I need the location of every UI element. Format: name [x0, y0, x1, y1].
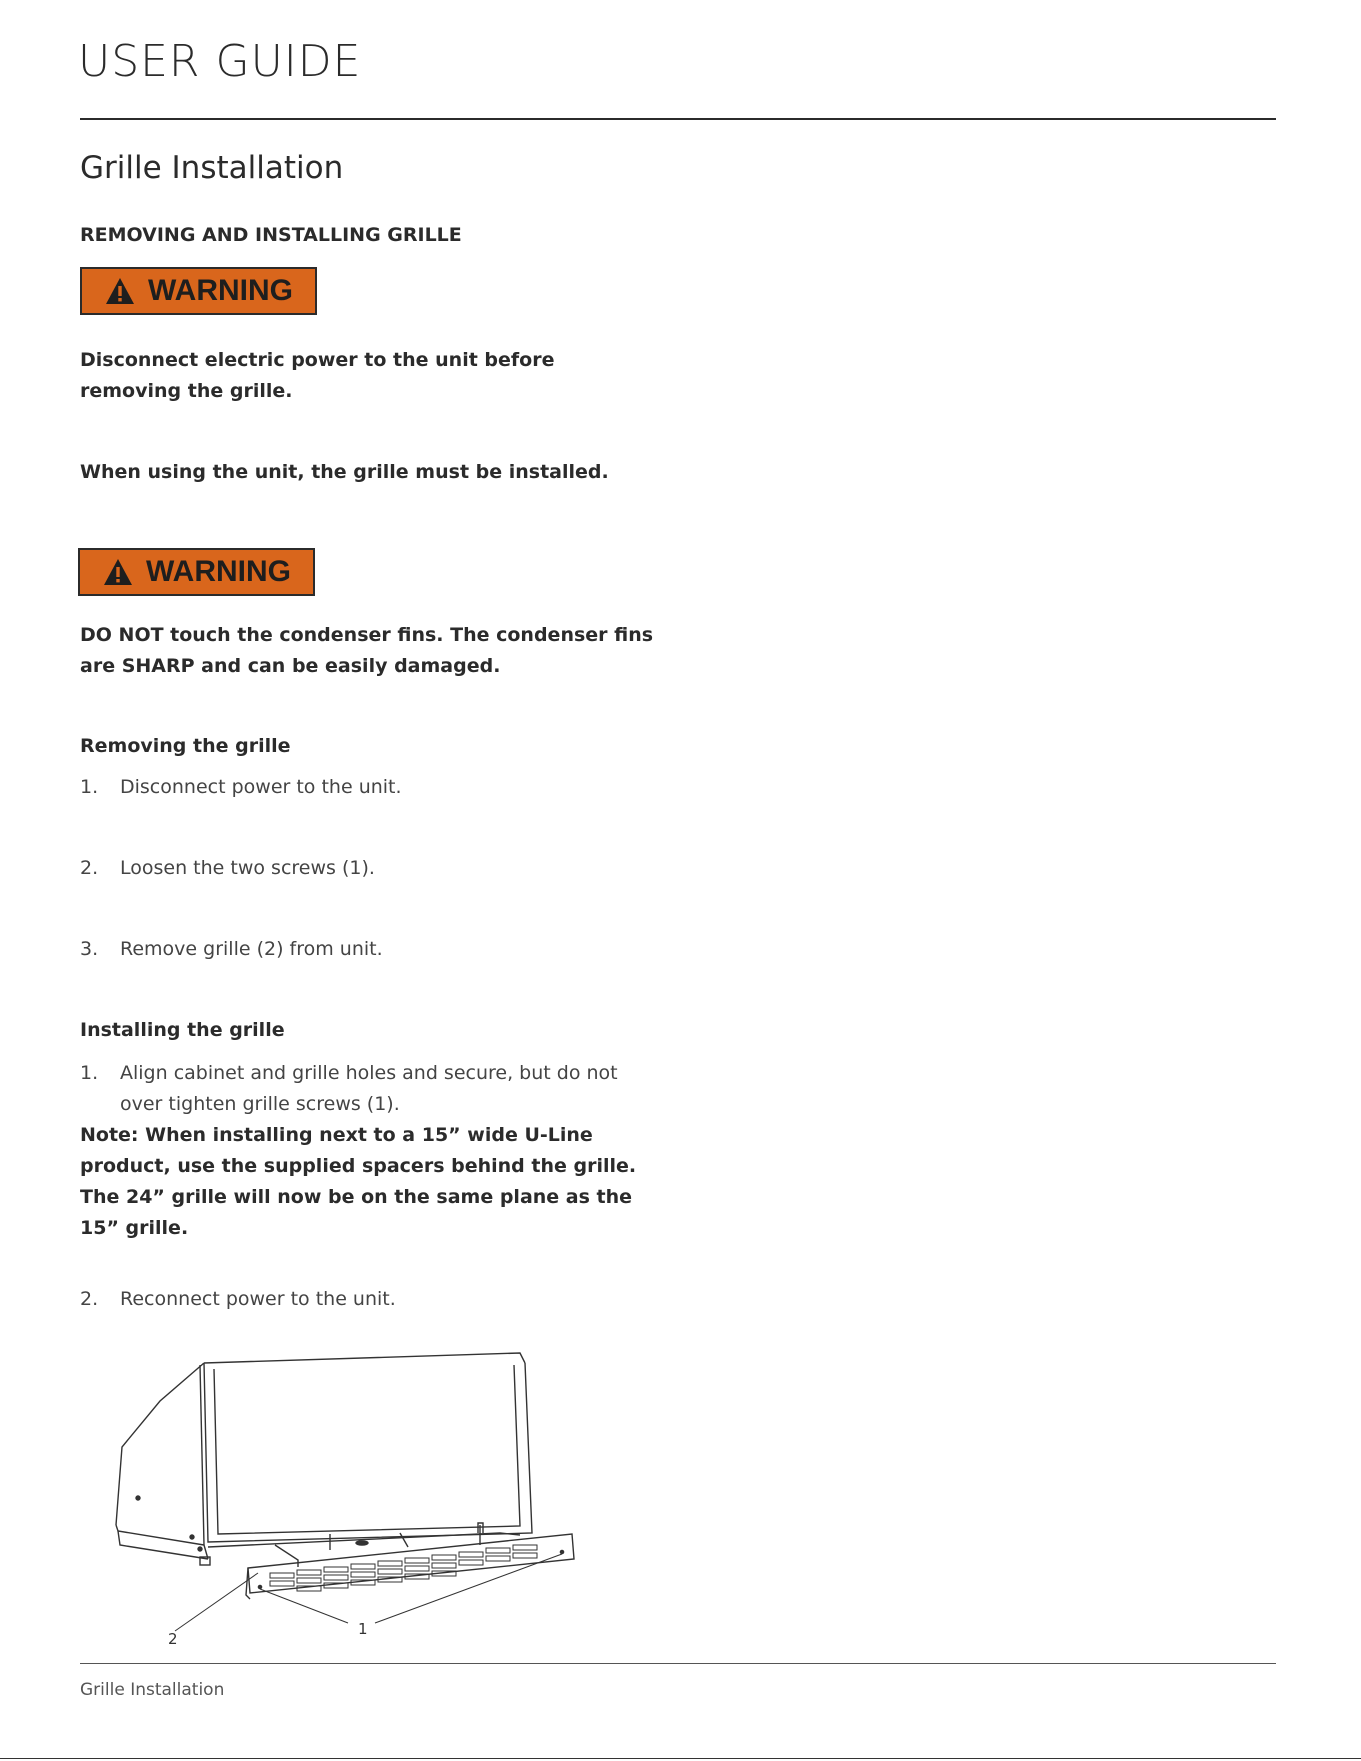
step-text: Loosen the two screws (1).: [120, 857, 375, 879]
callout-label: 2: [168, 1630, 178, 1648]
warning-triangle-icon: [104, 276, 136, 306]
warning-text: Disconnect electric power to the unit before removing the grille.: [80, 349, 555, 402]
warning-triangle-icon: [102, 557, 134, 587]
removing-heading: Removing the grille: [80, 735, 291, 757]
step-text: Align cabinet and grille holes and secure, but do not over tighten grille screws (1).: [120, 1062, 618, 1115]
step-text: Remove grille (2) from unit.: [120, 938, 383, 960]
install-note: Note: When installing next to a 15” wide U-Line product, use the supplied spacers behind the grille. The 24” grille will now be on the same plane as the 15” grille.: [80, 1124, 637, 1239]
callout-label: 1: [358, 1620, 368, 1638]
warning-text: DO NOT touch the condenser fins. The condenser fins are SHARP and can be easily damaged.: [80, 624, 654, 677]
step-number: 1.: [80, 1062, 99, 1084]
installing-heading: Installing the grille: [80, 1019, 285, 1041]
footer-divider: [80, 1663, 1276, 1664]
step-number: 2.: [80, 857, 99, 879]
step-number: 3.: [80, 938, 99, 960]
list-item: [80, 934, 640, 965]
footer-text: Grille Installation: [80, 1680, 225, 1700]
header-divider: [80, 118, 1276, 120]
step-number: 1.: [80, 776, 99, 798]
section-title: Grille Installation: [80, 150, 344, 186]
warning-label-text: WARNING: [146, 555, 291, 588]
section-subheading: REMOVING AND INSTALLING GRILLE: [80, 224, 462, 246]
document-title: USER GUIDE: [78, 36, 362, 87]
list-item: [80, 1284, 640, 1315]
list-item: [80, 853, 640, 884]
usage-note: When using the unit, the grille must be installed.: [80, 461, 609, 483]
grille-installation-diagram: [100, 1335, 620, 1635]
step-text: Disconnect power to the unit.: [120, 776, 402, 798]
warning-label: [78, 548, 315, 596]
list-item: [80, 1058, 640, 1120]
list-item: [80, 772, 640, 803]
warning-label: [80, 267, 317, 315]
step-number: 2.: [80, 1288, 99, 1310]
step-text: Reconnect power to the unit.: [120, 1288, 396, 1310]
warning-label-text: WARNING: [148, 274, 293, 307]
page-edge: [0, 1758, 1361, 1759]
